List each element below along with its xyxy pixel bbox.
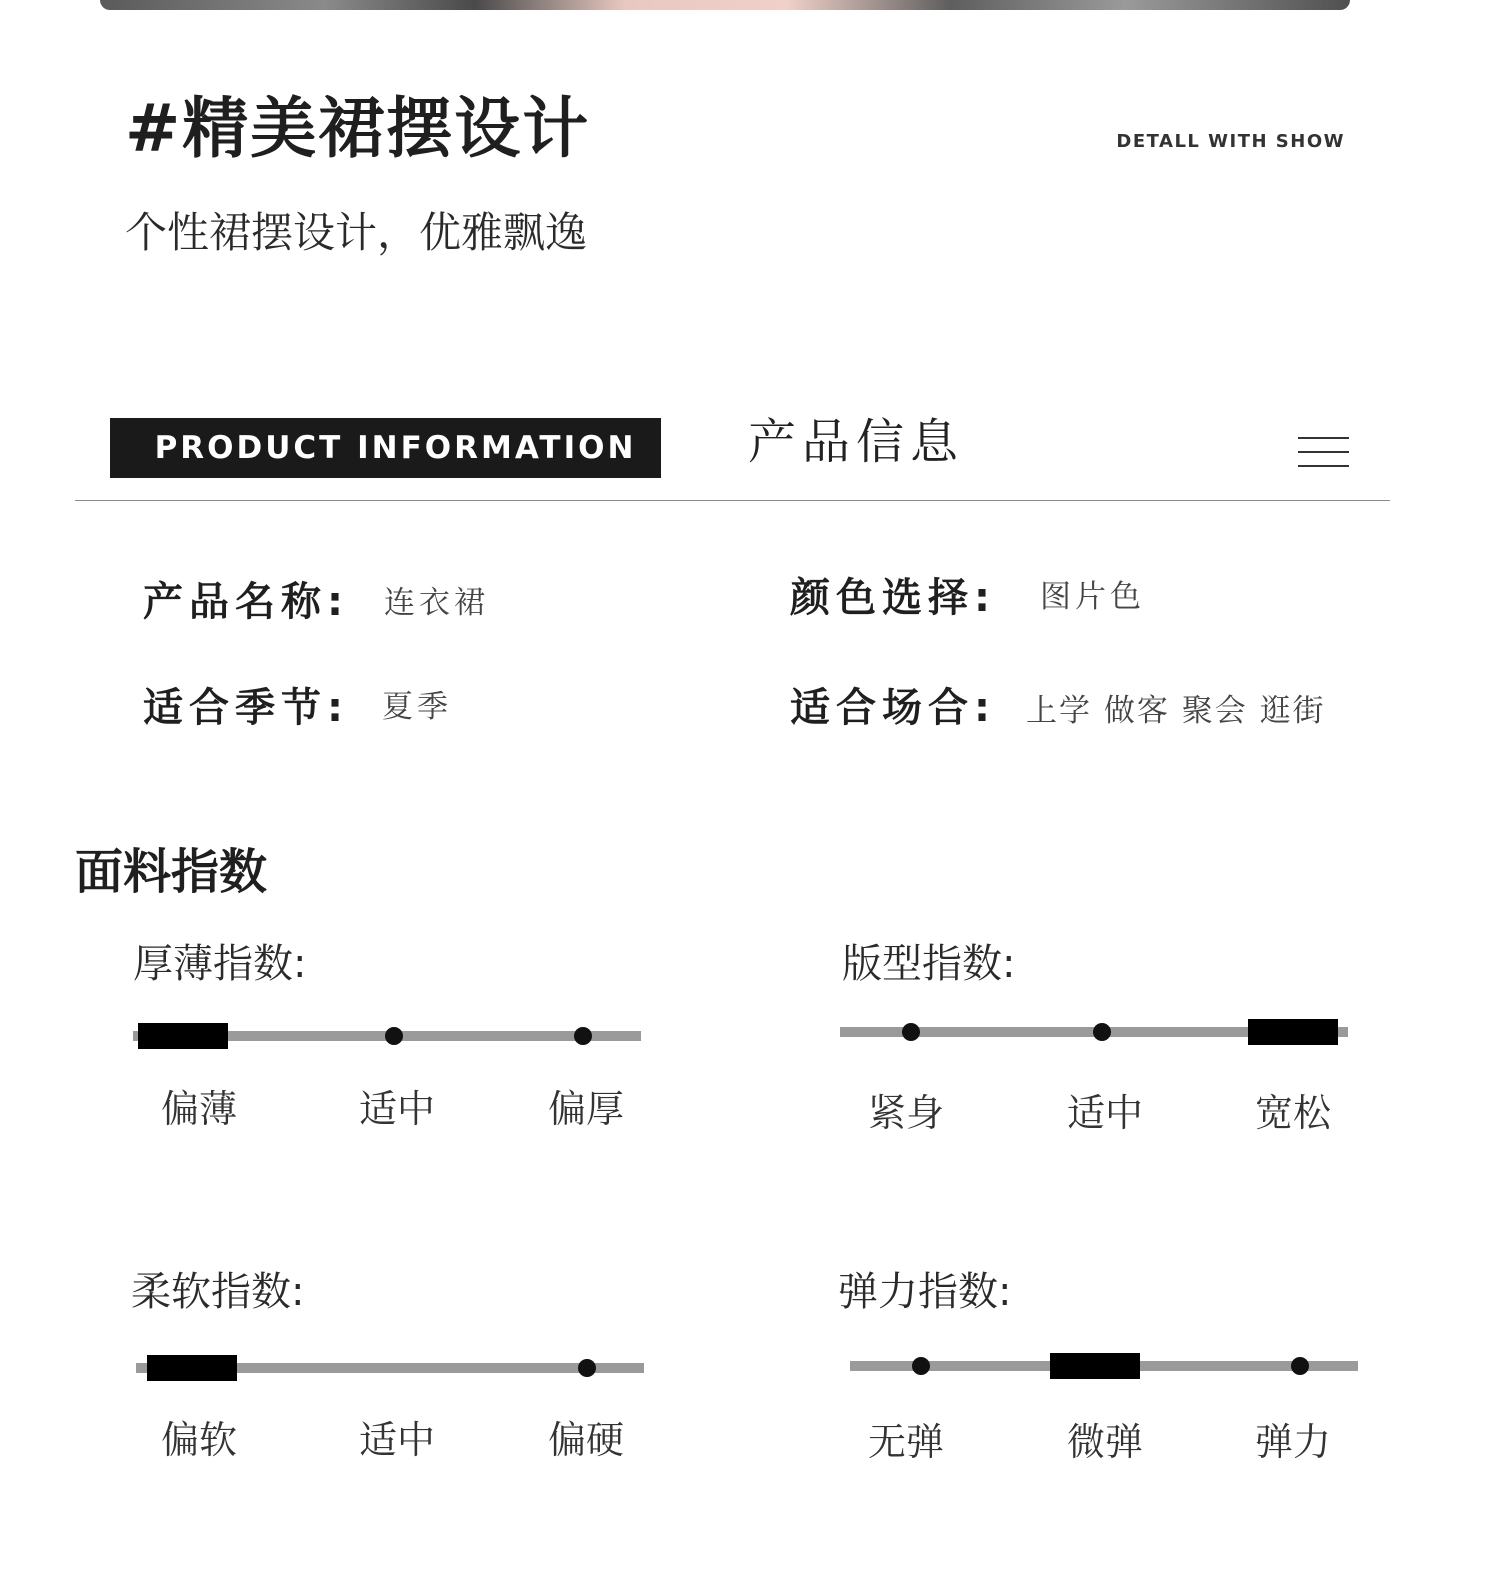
index-dot <box>578 1359 596 1377</box>
info-label-product-name: 产品名称: <box>143 579 349 625</box>
index-option: 适中 <box>358 1418 435 1462</box>
index-option: 偏硬 <box>547 1418 624 1462</box>
section-divider <box>75 500 1390 501</box>
index-option: 适中 <box>358 1087 435 1131</box>
index-option: 偏厚 <box>547 1087 624 1131</box>
info-label-occasion: 适合场合: <box>790 685 996 731</box>
info-label-season: 适合季节: <box>143 685 349 731</box>
index-option: 微弹 <box>1066 1420 1143 1464</box>
index-selected-marker <box>1050 1353 1140 1379</box>
index-dot <box>902 1023 920 1041</box>
section-subtitle: 个性裙摆设计，优雅飘逸 <box>125 208 588 257</box>
index-option: 偏软 <box>160 1418 237 1462</box>
product-information-badge: PRODUCT INFORMATION <box>110 418 661 478</box>
index-option: 偏薄 <box>160 1087 237 1131</box>
index-option: 宽松 <box>1254 1091 1331 1135</box>
index-track-elasticity <box>850 1361 1358 1371</box>
index-label-thickness: 厚薄指数: <box>133 941 307 987</box>
index-dot <box>574 1027 592 1045</box>
index-label-fit: 版型指数: <box>842 941 1016 987</box>
menu-lines-icon <box>1298 437 1349 469</box>
product-information-title: 产品信息 <box>748 414 965 470</box>
index-dot <box>1093 1023 1111 1041</box>
index-label-elasticity: 弹力指数: <box>838 1269 1012 1315</box>
index-option: 无弹 <box>867 1420 944 1464</box>
index-track-fit <box>840 1027 1348 1037</box>
info-value-color: 图片色 <box>1040 579 1145 615</box>
index-dot <box>912 1357 930 1375</box>
index-track-softness <box>136 1363 644 1373</box>
index-selected-marker <box>147 1355 237 1381</box>
product-photo-bottom-edge <box>100 0 1350 10</box>
index-option: 适中 <box>1066 1091 1143 1135</box>
section-tag: DETALL WITH SHOW <box>1116 131 1345 152</box>
index-option: 弹力 <box>1254 1420 1331 1464</box>
index-option: 紧身 <box>867 1091 944 1135</box>
info-value-season: 夏季 <box>382 689 452 725</box>
info-label-color: 颜色选择: <box>790 575 996 621</box>
section-title: #精美裙摆设计 <box>125 90 591 167</box>
index-label-softness: 柔软指数: <box>131 1269 305 1315</box>
index-selected-marker <box>1248 1019 1338 1045</box>
index-dot <box>1291 1357 1309 1375</box>
fabric-index-title: 面料指数 <box>75 844 268 900</box>
info-value-product-name: 连衣裙 <box>384 585 489 621</box>
index-dot <box>385 1027 403 1045</box>
index-track-thickness <box>133 1031 641 1041</box>
info-value-occasion: 上学 做客 聚会 逛街 <box>1026 693 1326 729</box>
index-selected-marker <box>138 1023 228 1049</box>
